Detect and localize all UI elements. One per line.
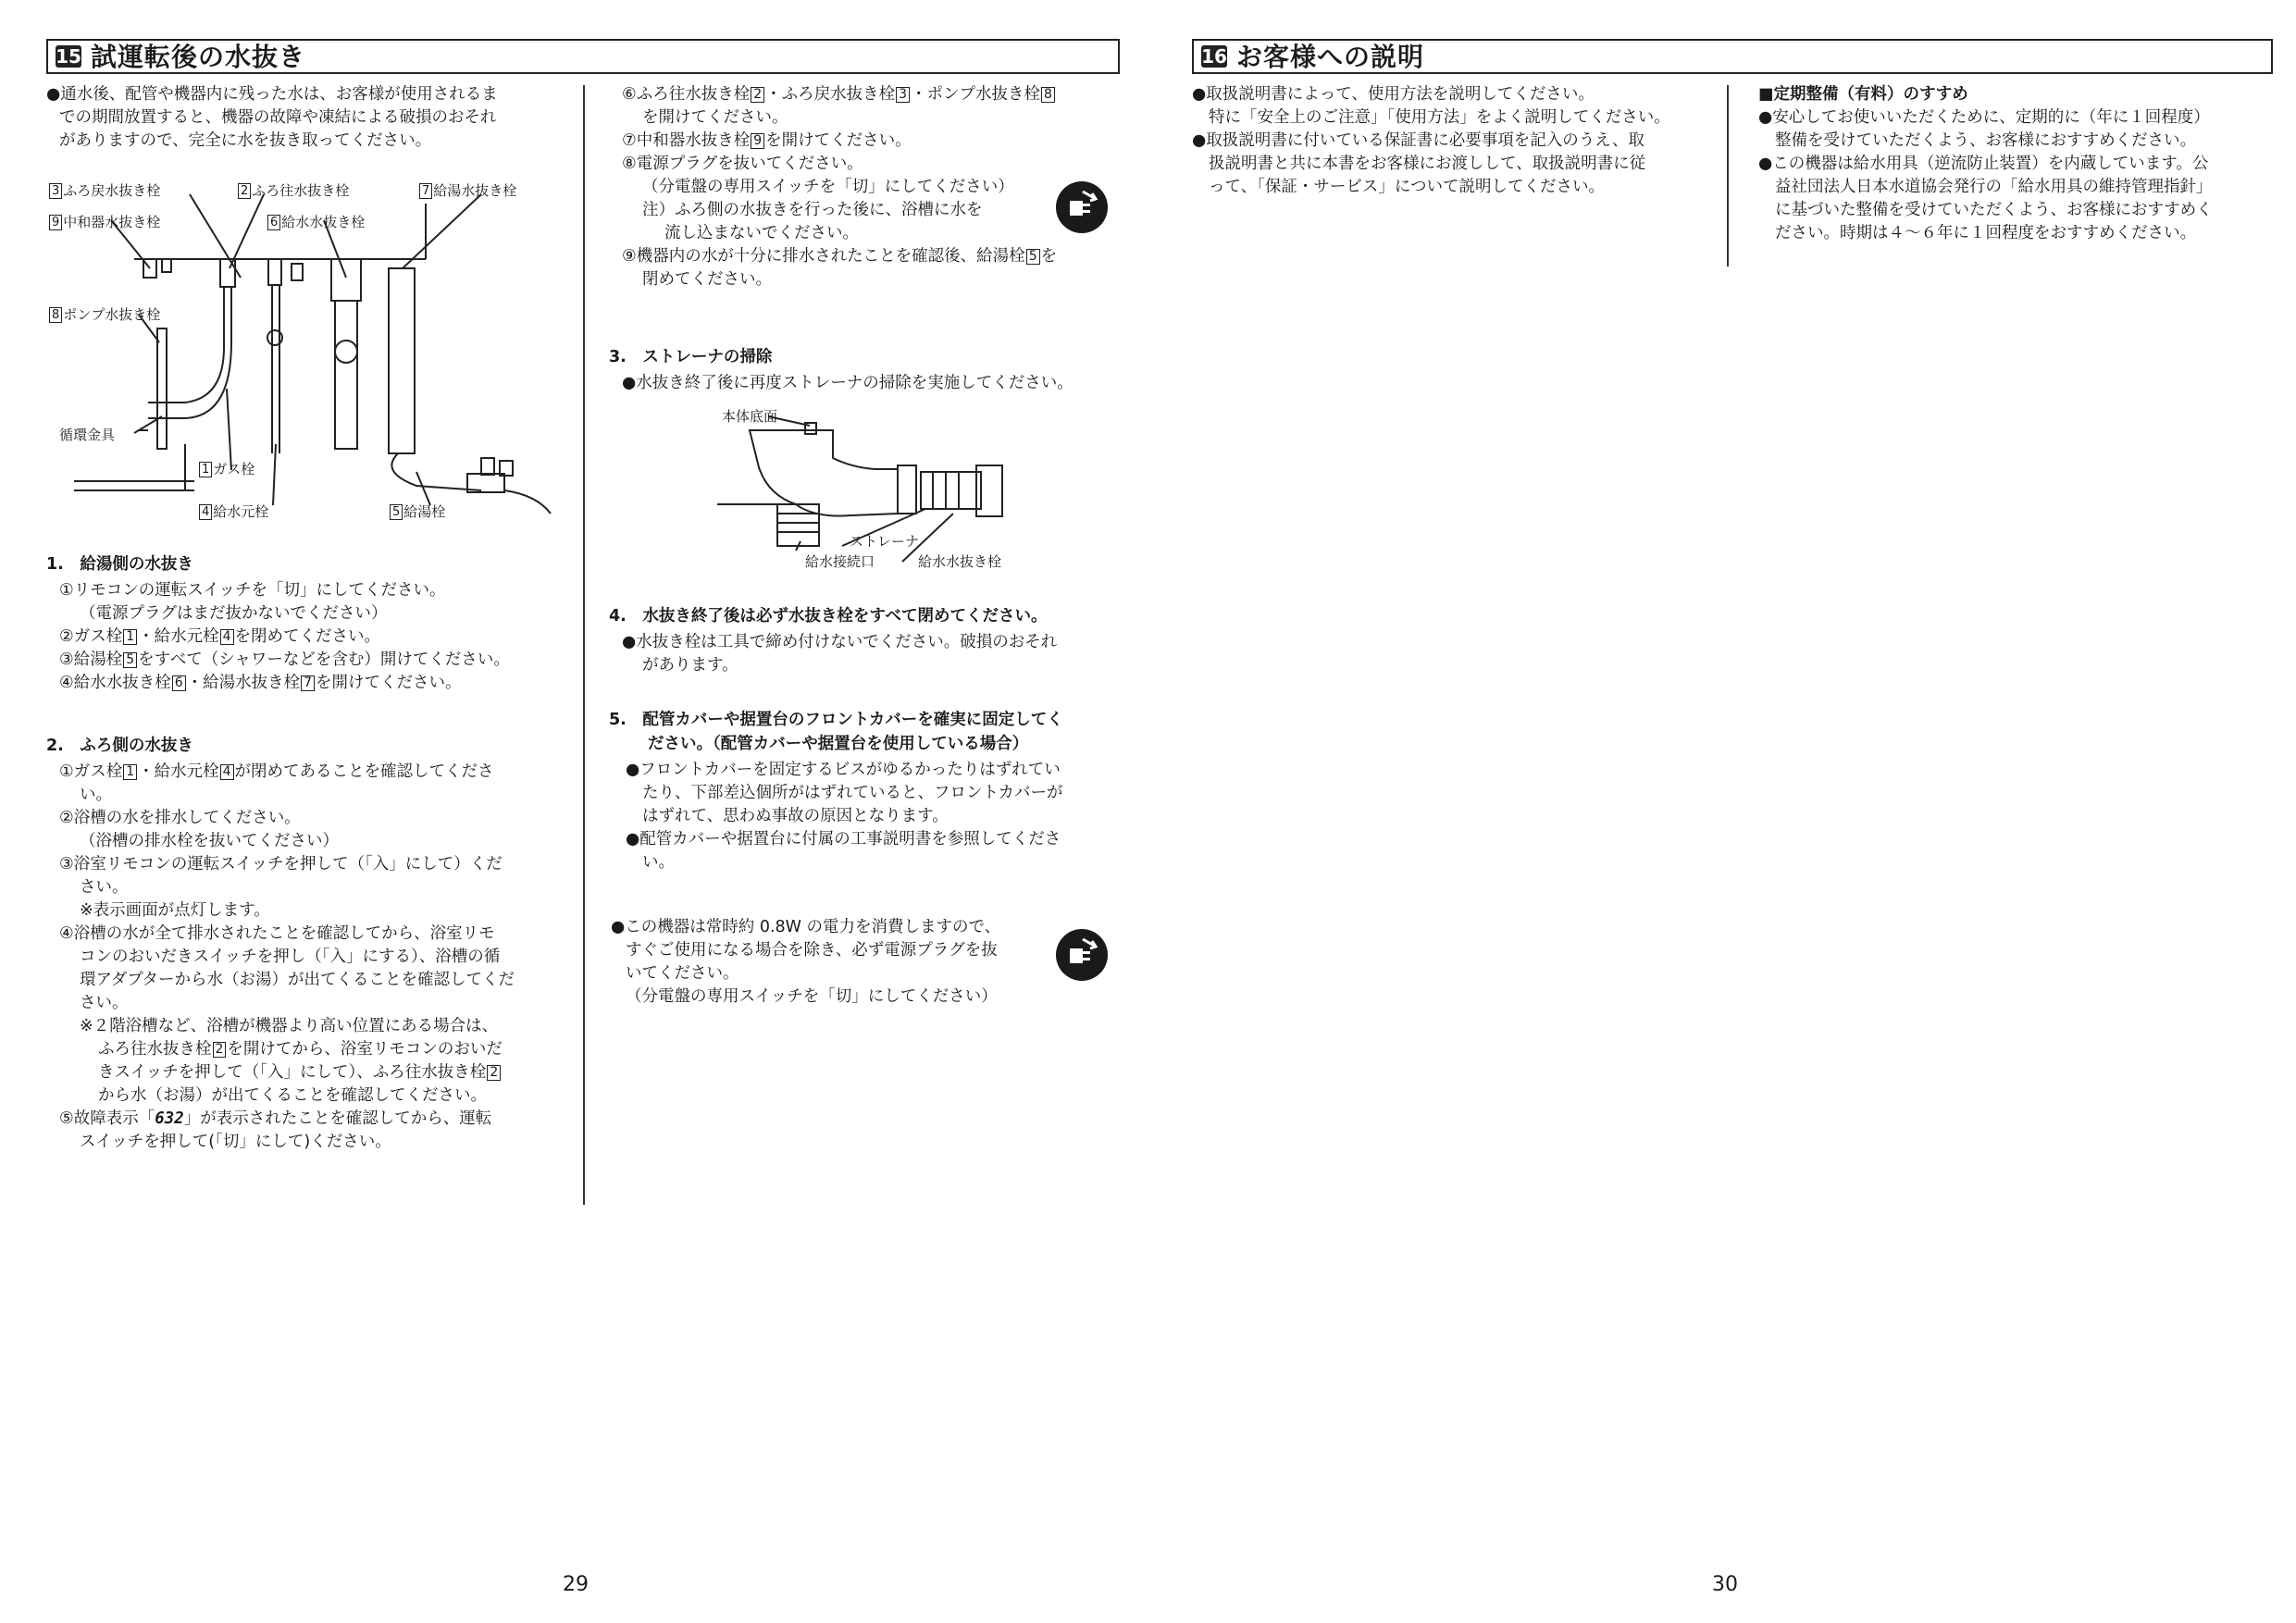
section-15-title: 試運転後の水抜き — [91, 42, 306, 72]
intro-line-2: での期間放置すると、機器の故障や凍結による破損のおそれ — [59, 108, 497, 127]
col2-line-9: 閉めてください。 — [642, 270, 772, 289]
column-divider-right — [1727, 85, 1729, 266]
intro-line-3: がありますので、完全に水を抜き取ってください。 — [59, 131, 432, 150]
col2-line-1: ⑥ふろ往水抜き栓 2 ・ふろ戻水抜き栓 3 ・ポンプ水抜き栓 8 — [622, 83, 1056, 106]
explain-line-5: って、「保証・サービス」について説明してください。 — [1209, 178, 1606, 196]
step2-line-7: ※表示画面が点灯します。 — [80, 901, 270, 920]
step1-line-2: （電源プラグはまだ抜かないでください） — [80, 604, 388, 623]
col2-line-3: ⑦中和器水抜き栓 9 を開けてください。 — [622, 131, 912, 150]
step2-line-3: ②浴槽の水を排水してください。 — [59, 809, 301, 827]
step1-line-4: ③給湯栓 5 をすべて（シャワーなどを含む）開けてください。 — [59, 650, 510, 669]
step3-heading: 3. ストレーナの掃除 — [609, 348, 773, 366]
step2-line-1: ①ガス栓 1 ・給水元栓 4 が閉めてあることを確認してくださ — [59, 762, 494, 781]
label-3-bath-return-drain: 3 ふろ戻水抜き栓 — [48, 181, 160, 200]
step5-heading-2: ださい。（配管カバーや据置台を使用している場合） — [648, 735, 1029, 753]
maintenance-line-4: 益社団法人日本水道協会発行の「給水用具の維持管理指針」 — [1775, 178, 2213, 196]
explain-line-3: ●取扱説明書に付いている保証書に必要事項を記入のうえ、取 — [1192, 131, 1644, 150]
step5-line-1: ●フロントカバーを固定するビスがゆるかったりはずれてい — [626, 761, 1061, 779]
power-note-line-1: ●この機器は常時約 0.8W の電力を消費しますので、 — [611, 918, 1001, 936]
col2-line-5: （分電盤の専用スイッチを「切」にしてください） — [642, 178, 1014, 196]
explain-line-4: 扱説明書と共に本書をお客様にお渡しして、取扱説明書に従 — [1209, 155, 1646, 173]
step5-line-5: い。 — [642, 853, 675, 872]
unplug-icon — [1055, 180, 1109, 234]
power-note-line-2: すぐご使用になる場合を除き、必ず電源プラグを抜 — [626, 941, 998, 960]
step2-line-6: さい。 — [80, 878, 129, 897]
step2-line-15: から水（お湯）が出てくることを確認してください。 — [98, 1086, 487, 1105]
step2-line-16: ⑤故障表示「632」が表示されたことを確認してから、運転 — [59, 1109, 492, 1128]
col2-line-2: を開けてください。 — [642, 108, 788, 127]
step1-line-5: ④給水水抜き栓 6 ・給湯水抜き栓 7 を開けてください。 — [59, 674, 462, 692]
step2-heading: 2. ふろ側の水抜き — [46, 737, 193, 755]
label-strainer: ストレーナ — [850, 533, 920, 550]
col2-line-4: ⑧電源プラグを抜いてください。 — [622, 155, 863, 173]
label-9-neutralizer-drain: 9 中和器水抜き栓 — [48, 213, 160, 231]
step2-line-4: （浴槽の排水栓を抜いてください） — [80, 832, 339, 850]
section-15-header — [46, 39, 1120, 74]
step2-line-5: ③浴室リモコンの運転スイッチを押して（「入」にして）くだ — [59, 855, 503, 873]
power-note-line-4: （分電盤の専用スイッチを「切」にしてください） — [626, 987, 998, 1006]
section-16-badge: 16 — [1201, 45, 1227, 68]
error-code: 632 — [155, 1109, 184, 1128]
maintenance-line-6: ださい。時期は４～６年に１回程度をおすすめください。 — [1775, 224, 2197, 242]
col2-line-8: ⑨機器内の水が十分に排水されたことを確認後、給湯栓 5 を — [622, 247, 1058, 266]
explain-line-1: ●取扱説明書によって、使用方法を説明してください。 — [1192, 85, 1595, 104]
label-6-water-supply-drain: 6 給水水抜き栓 — [267, 213, 365, 231]
step4-line-2: があります。 — [642, 656, 738, 675]
step3-line-1: ●水抜き終了後に再度ストレーナの掃除を実施してください。 — [622, 374, 1074, 392]
label-5-hot-water-tap: 5 給湯栓 — [389, 502, 445, 521]
page-number-30: 30 — [1712, 1573, 1738, 1596]
step4-heading: 4. 水抜き終了後は必ず水抜き栓をすべて閉めてください。 — [609, 607, 1048, 626]
label-7-hot-water-drain: 7 給湯水抜き栓 — [418, 181, 516, 200]
label-water-inlet: 給水接続口 — [805, 553, 875, 570]
maintenance-line-1: ●安心してお使いいただくために、定期的に（年に１回程度） — [1758, 108, 2210, 127]
step5-line-2: たり、下部差込個所がはずれていると、フロントカバーが — [642, 784, 1063, 802]
step5-heading-1: 5. 配管カバーや据置台のフロントカバーを確実に固定してく — [609, 711, 1063, 729]
maintenance-line-3: ●この機器は給水用具（逆流防止装置）を内蔵しています。公 — [1758, 155, 2209, 173]
section-15-badge: 15 — [56, 45, 81, 68]
label-water-drain-plug: 給水水抜き栓 — [918, 553, 1002, 570]
unplug-icon — [1055, 928, 1109, 982]
step2-line-14: きスイッチを押して（「入」にして）、ふろ往水抜き栓 2 — [98, 1061, 502, 1084]
step2-line-11: さい。 — [80, 994, 129, 1012]
maintenance-heading: ■定期整備（有料）のすすめ — [1758, 85, 1968, 104]
step1-line-3: ②ガス栓 1 ・給水元栓 4 を閉めてください。 — [59, 627, 381, 646]
label-1-gas-valve: 1 ガス栓 — [198, 460, 254, 478]
col2-line-6: 注）ふろ側の水抜きを行った後に、浴槽に水を — [642, 201, 983, 219]
step5-line-3: はずれて、思わぬ事故の原因となります。 — [642, 807, 949, 825]
step1-line-1: ①リモコンの運転スイッチを「切」にしてください。 — [59, 581, 446, 600]
column-divider-left — [583, 85, 585, 1205]
step2-line-10: 環アダプターから水（お湯）が出てくることを確認してくだ — [80, 971, 515, 989]
step2-line-2: い。 — [80, 786, 112, 804]
step2-line-17: スイッチを押して(「切」にして)ください。 — [80, 1133, 391, 1151]
section-16-header — [1192, 39, 2273, 74]
maintenance-line-5: に基づいた整備を受けていただくよう、お客様におすすめく — [1775, 201, 2213, 219]
step4-line-1: ●水抜き栓は工具で締め付けないでください。破損のおそれ — [622, 633, 1058, 651]
step1-heading: 1. 給湯側の水抜き — [46, 555, 193, 574]
maintenance-line-2: 整備を受けていただくよう、お客様におすすめください。 — [1775, 131, 2197, 150]
intro-line-1: ●通水後、配管や機器内に残った水は、お客様が使用されるま — [46, 85, 498, 104]
explain-line-2: 特に「安全上のご注意」「使用方法」をよく説明してください。 — [1209, 108, 1670, 127]
power-note-line-3: いてください。 — [626, 964, 739, 983]
label-8-pump-drain: 8 ポンプ水抜き栓 — [48, 305, 160, 324]
step2-line-9: コンのおいだきスイッチを押し（「入」にする）、浴槽の循 — [80, 948, 501, 966]
col2-line-7: 流し込まないでください。 — [664, 224, 859, 242]
step2-line-8: ④浴槽の水が全て排水されたことを確認してから、浴室リモ — [59, 924, 495, 943]
step2-line-12: ※２階浴槽など、浴槽が機器より高い位置にある場合は、 — [80, 1017, 499, 1035]
step5-line-4: ●配管カバーや据置台に付属の工事説明書を参照してくださ — [626, 830, 1061, 849]
label-unit-bottom: 本体底面 — [722, 408, 778, 425]
section-16-title: お客様への説明 — [1236, 42, 1425, 72]
label-2-bath-supply-drain: 2 ふろ往水抜き栓 — [237, 181, 349, 200]
page-number-29: 29 — [563, 1573, 589, 1596]
label-4-water-main-valve: 4 給水元栓 — [198, 502, 268, 521]
label-loop-fitting: 循環金具 — [59, 427, 116, 443]
step2-line-13: ふろ往水抜き栓 2 を開けてから、浴室リモコンのおいだ — [98, 1040, 503, 1059]
